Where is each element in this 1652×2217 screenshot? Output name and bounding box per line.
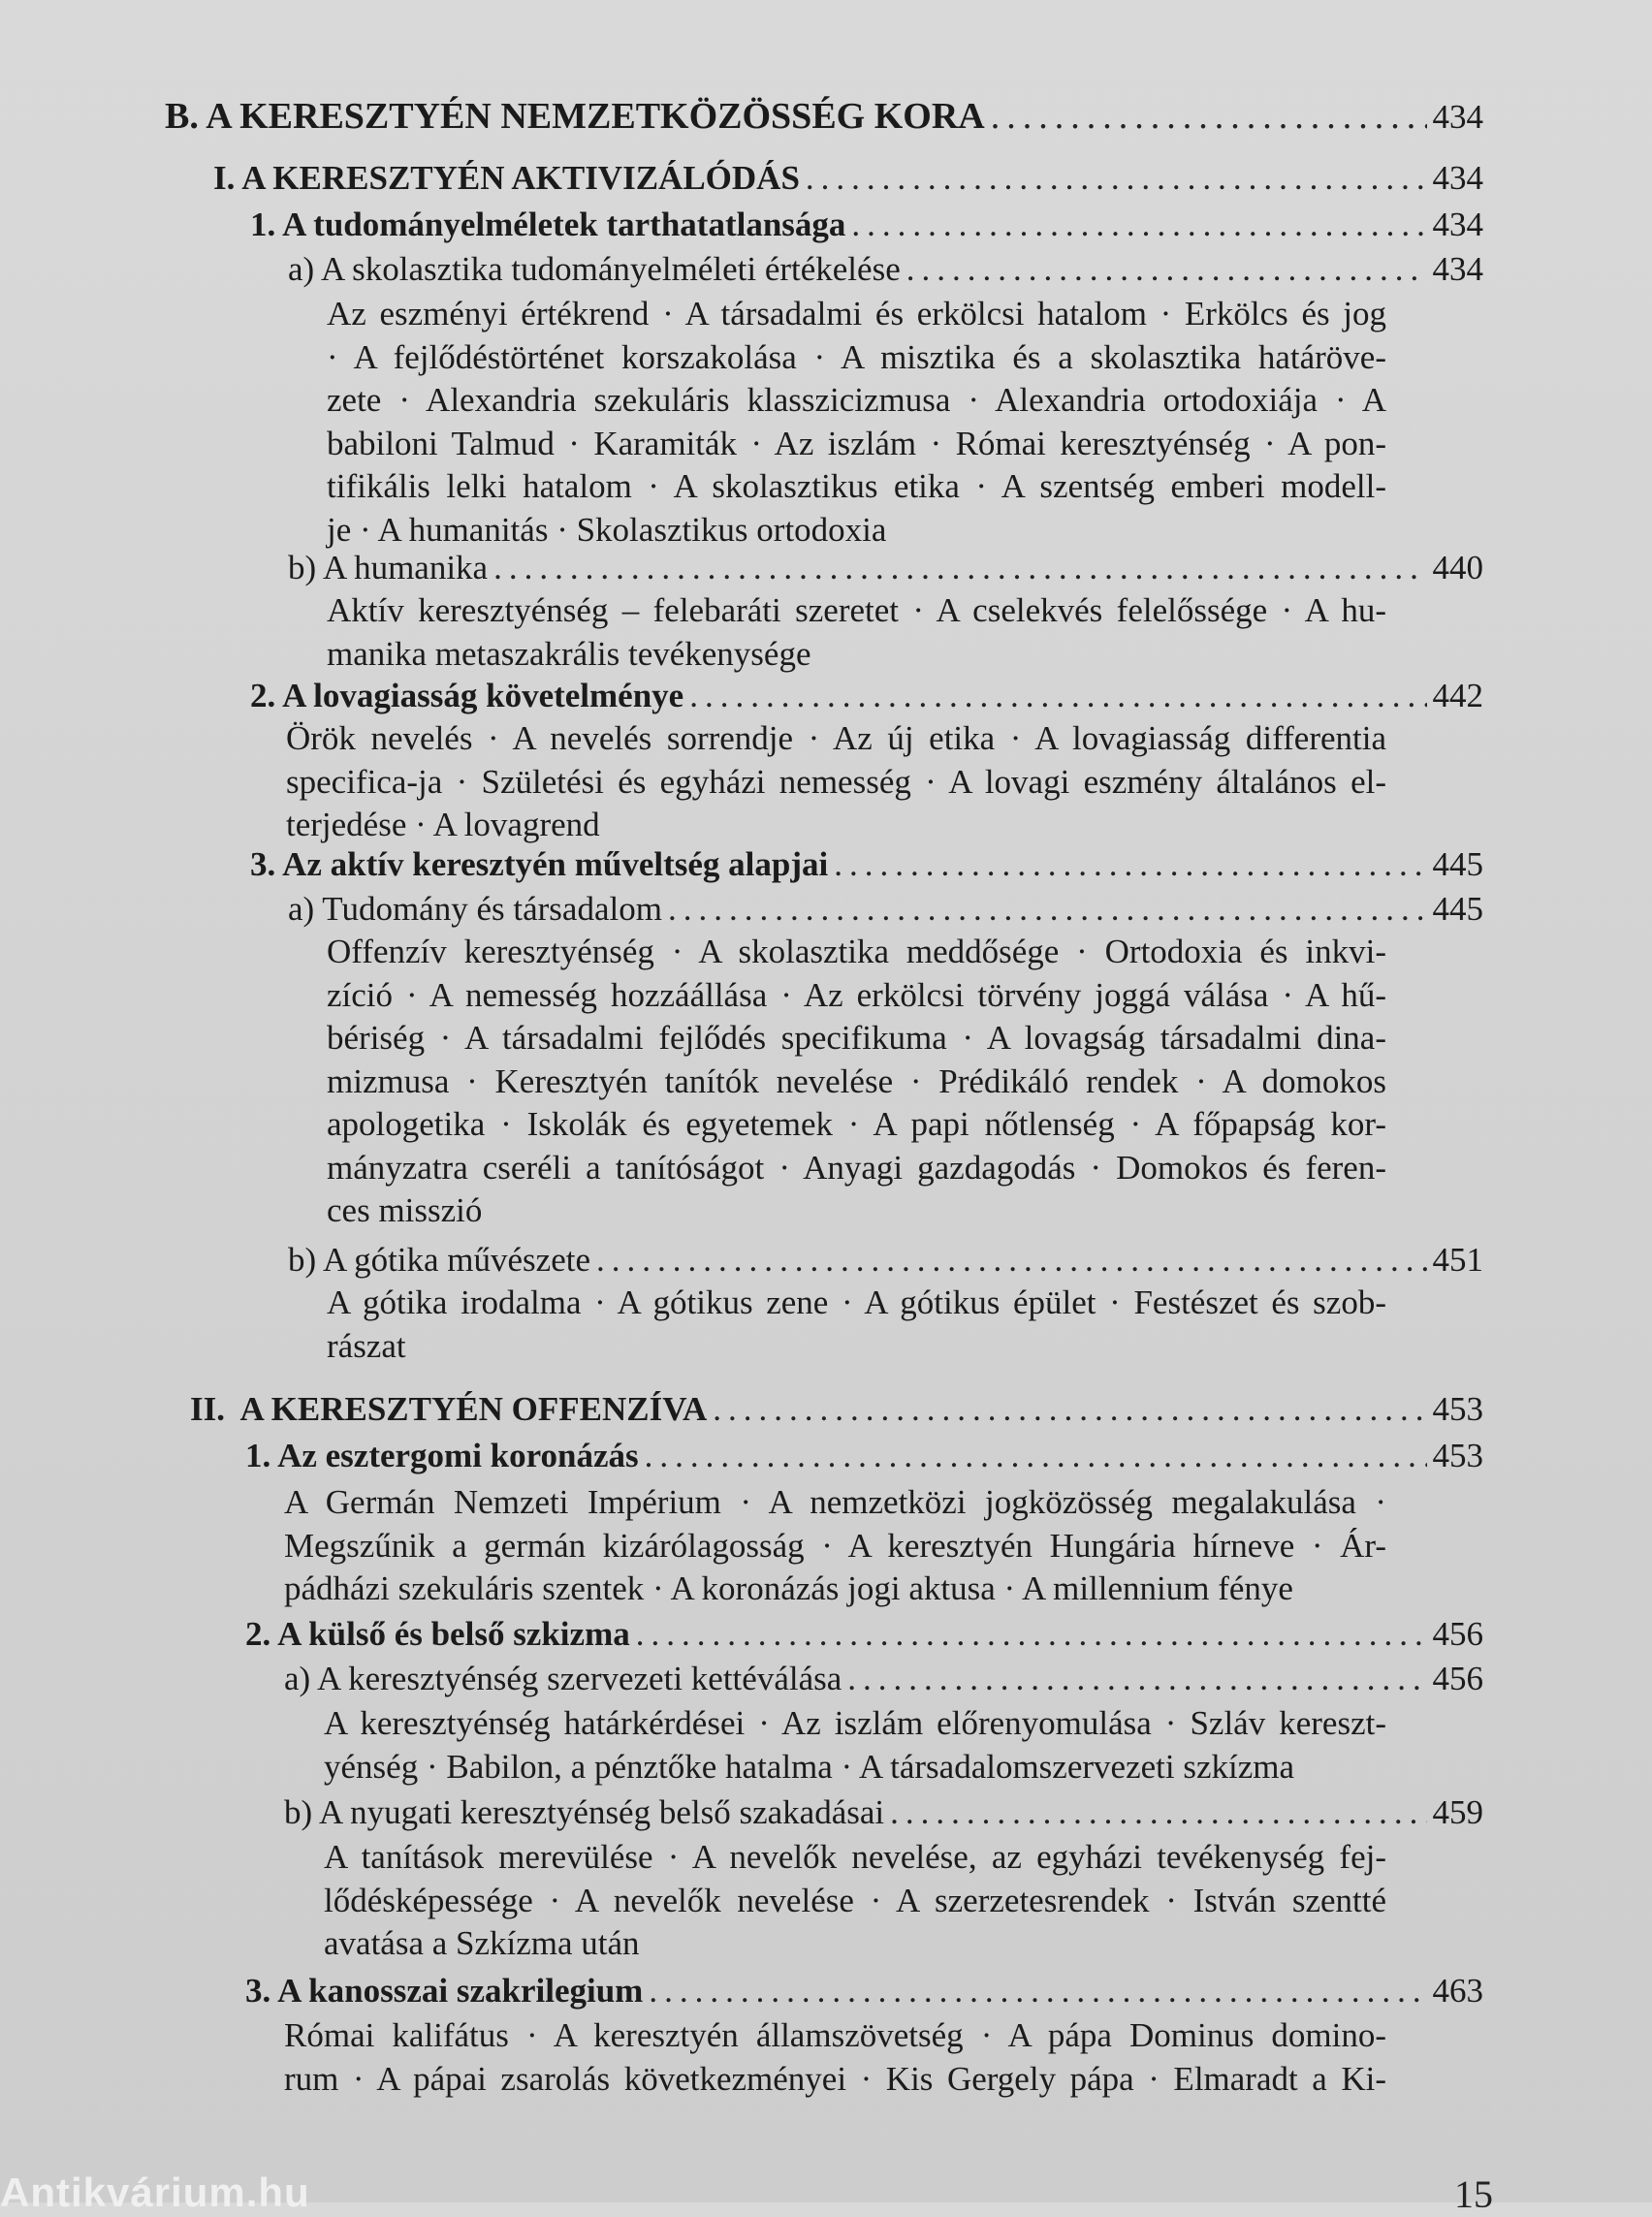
toc-page-number: 459 — [1432, 1793, 1483, 1831]
toc-entry-section-3a — [288, 888, 1483, 931]
toc-entry-description — [327, 589, 1386, 676]
description-line: A tanítások merevülése · A nevelők nevelése, az egyházi tevékenység fej- — [324, 1838, 1386, 1876]
toc-entry-title: a) Tudomány és társadalom — [288, 890, 662, 928]
dot-leader — [668, 888, 1427, 931]
toc-entry-section-1b — [288, 547, 1483, 589]
toc-page-number: 456 — [1432, 1660, 1483, 1697]
description-line: zete · Alexandria szekuláris klasszicizmusa · Alexandria ortodoxiája · A — [327, 381, 1386, 419]
description-line: je · A humanitás · Skolasztikus ortodoxia — [327, 510, 887, 549]
description-line: tifikális lelki hatalom · A skolasztikus etika · A szentség emberi modell- — [327, 467, 1386, 505]
description-line: rászat — [327, 1326, 406, 1365]
toc-entry-title: 2. A külső és belső szkizma — [245, 1615, 630, 1653]
toc-entry-description — [327, 293, 1386, 552]
toc-page-number: 445 — [1432, 890, 1483, 928]
dot-leader — [851, 204, 1426, 246]
toc-page-number: 463 — [1432, 1972, 1483, 2010]
description-line: avatása a Szkízma után — [324, 1924, 640, 1962]
toc-entry-section-3 — [250, 843, 1483, 886]
description-line: rum · A pápai zsarolás következményei · Kis Gergely pápa · Elmaradt a Ki- — [284, 2059, 1386, 2098]
dot-leader — [834, 843, 1426, 886]
toc-entry-description — [324, 1836, 1386, 1966]
toc-page-number: 440 — [1432, 549, 1483, 586]
toc-page-number: 456 — [1432, 1615, 1483, 1653]
description-line: yénség · Babilon, a pénztőke hatalma · A társadalomszervezeti szkízma — [324, 1747, 1295, 1786]
description-line: · A fejlődéstörténet korszakolása · A misztika és a skolasztika határöve- — [327, 337, 1386, 376]
description-line: mizmusa · Keresztyén tanítók nevelése · Prédikáló rendek · A domokos — [327, 1061, 1386, 1100]
toc-page-number: 453 — [1432, 1437, 1483, 1474]
description-line: zíció · A nemesség hozzáállása · Az erkölcsi törvény joggá válása · A hű- — [327, 975, 1386, 1014]
description-line: specifica-ja · Születési és egyházi nemesség · A lovagi eszmény általános el- — [286, 762, 1386, 801]
toc-entry-description — [286, 717, 1386, 847]
toc-entry-chapter-2-section-3 — [245, 1970, 1483, 2012]
toc-entry-section-1 — [250, 204, 1483, 246]
toc-page-number: 434 — [1432, 159, 1483, 197]
dot-leader — [649, 1970, 1426, 2012]
description-line: manika metaszakrális tevékenysége — [327, 634, 811, 673]
toc-entry-title: a) A skolasztika tudományelméleti értékelése — [288, 250, 901, 288]
page-number: 15 — [1454, 2172, 1493, 2216]
dot-leader — [991, 95, 1427, 138]
dot-leader — [806, 157, 1427, 200]
toc-page-number: 445 — [1432, 845, 1483, 883]
toc-entry-chapter-2-section-1 — [245, 1435, 1483, 1477]
toc-entry-title: I. A KERESZTYÉN AKTIVIZÁLÓDÁS — [213, 159, 800, 197]
toc-page-number: 442 — [1432, 677, 1483, 714]
toc-page-number: 451 — [1432, 1241, 1483, 1279]
toc-entry-description — [284, 1481, 1386, 1611]
dot-leader — [847, 1658, 1426, 1700]
description-line: babiloni Talmud · Karamiták · Az iszlám · Római keresztyénség · A pon- — [327, 424, 1386, 462]
description-line: lődésképessége · A nevelők nevelése · A szerzetesrendek · István szentté — [324, 1881, 1386, 1919]
toc-entry-title: b) A humanika — [288, 549, 489, 586]
toc-entry-description — [327, 1282, 1386, 1368]
description-line: Megszűnik a germán kizárólagosság · A keresztyén Hungária hírneve · Ár- — [284, 1526, 1386, 1565]
description-line: Aktív keresztyénség – felebaráti szeretet · A cselekvés felelőssége · A hu- — [327, 591, 1386, 629]
description-line: bériség · A társadalmi fejlődés specifikuma · A lovagság társadalmi dina- — [327, 1019, 1386, 1057]
toc-entry-title: II. A KERESZTYÉN OFFENZÍVA — [190, 1390, 708, 1428]
dot-leader — [890, 1791, 1426, 1834]
toc-entry-section-2 — [250, 675, 1483, 717]
description-line: mányzatra cseréli a tanítóságot · Anyagi gazdagodás · Domokos és feren- — [327, 1148, 1386, 1187]
description-line: Örök nevelés · A nevelés sorrendje · Az új etika · A lovagiasság differentia — [286, 719, 1386, 757]
toc-entry-section-1a — [288, 248, 1483, 291]
dot-leader — [713, 1388, 1426, 1431]
dot-leader — [493, 547, 1426, 589]
toc-page-number: 434 — [1432, 206, 1483, 243]
toc-entry-title: 3. Az aktív keresztyén műveltség alapjai — [250, 845, 829, 883]
description-line: Az eszményi értékrend · A társadalmi és erkölcsi hatalom · Erkölcs és jog — [327, 295, 1386, 333]
dot-leader — [636, 1613, 1427, 1656]
description-line: A gótika irodalma · A gótikus zene · A gótikus épület · Festészet és szob- — [327, 1283, 1386, 1321]
toc-entry-title: b) A nyugati keresztyénség belső szakadásai — [284, 1793, 885, 1831]
description-line: terjedése · A lovagrend — [286, 806, 600, 843]
toc-entry-title: 1. A tudományelméletek tarthatatlansága — [250, 206, 846, 243]
watermark-logo: Antikvárium.hu — [0, 2169, 310, 2215]
toc-entry-title: B. A KERESZTYÉN NEMZETKÖZÖSSÉG KORA — [165, 96, 985, 137]
toc-entry-section-3b — [288, 1239, 1483, 1282]
toc-entry-description — [327, 931, 1386, 1233]
toc-entry-description — [284, 2014, 1386, 2101]
description-line: Offenzív keresztyénség · A skolasztika meddősége · Ortodoxia és inkvi- — [327, 933, 1386, 970]
toc-page-number: 434 — [1432, 250, 1483, 288]
toc-entry-title: 2. A lovagiasság követelménye — [250, 677, 684, 714]
description-line: A Germán Nemzeti Impérium · A nemzetközi jogközösség megalakulása · — [284, 1483, 1386, 1521]
description-line: ces misszió — [327, 1191, 483, 1229]
toc-page-number: 434 — [1432, 98, 1483, 136]
dot-leader — [596, 1239, 1426, 1282]
toc-entry-chapter-1 — [213, 157, 1483, 200]
description-line: A keresztyénség határkérdései · Az iszlám előrenyomulása · Szláv kereszt- — [324, 1704, 1386, 1742]
toc-entry-chapter-2-section-2a — [284, 1658, 1483, 1700]
description-line: Római kalifátus · A keresztyén államszövetség · A pápa Dominus domino- — [284, 2016, 1386, 2054]
dot-leader — [689, 675, 1426, 717]
toc-entry-description — [324, 1702, 1386, 1789]
toc-page-number: 453 — [1432, 1390, 1483, 1428]
dot-leader — [645, 1435, 1427, 1477]
toc-entry-part-b — [165, 95, 1483, 139]
description-line: apologetika · Iskolák és egyetemek · A papi nőtlenség · A főpapság kor- — [327, 1105, 1386, 1143]
description-line: pádházi szekuláris szentek · A koronázás jogi aktusa · A millennium fénye — [284, 1569, 1293, 1607]
dot-leader — [906, 248, 1427, 291]
toc-entry-chapter-2-section-2 — [245, 1613, 1483, 1656]
toc-entry-title: a) A keresztyénség szervezeti kettéválása — [284, 1660, 842, 1697]
toc-entry-title: 3. A kanosszai szakrilegium — [245, 1972, 644, 2010]
toc-entry-chapter-2-section-2b — [284, 1791, 1483, 1834]
toc-entry-title: b) A gótika művészete — [288, 1241, 591, 1279]
toc-entry-chapter-2 — [190, 1388, 1483, 1431]
toc-entry-title: 1. Az esztergomi koronázás — [245, 1437, 639, 1474]
